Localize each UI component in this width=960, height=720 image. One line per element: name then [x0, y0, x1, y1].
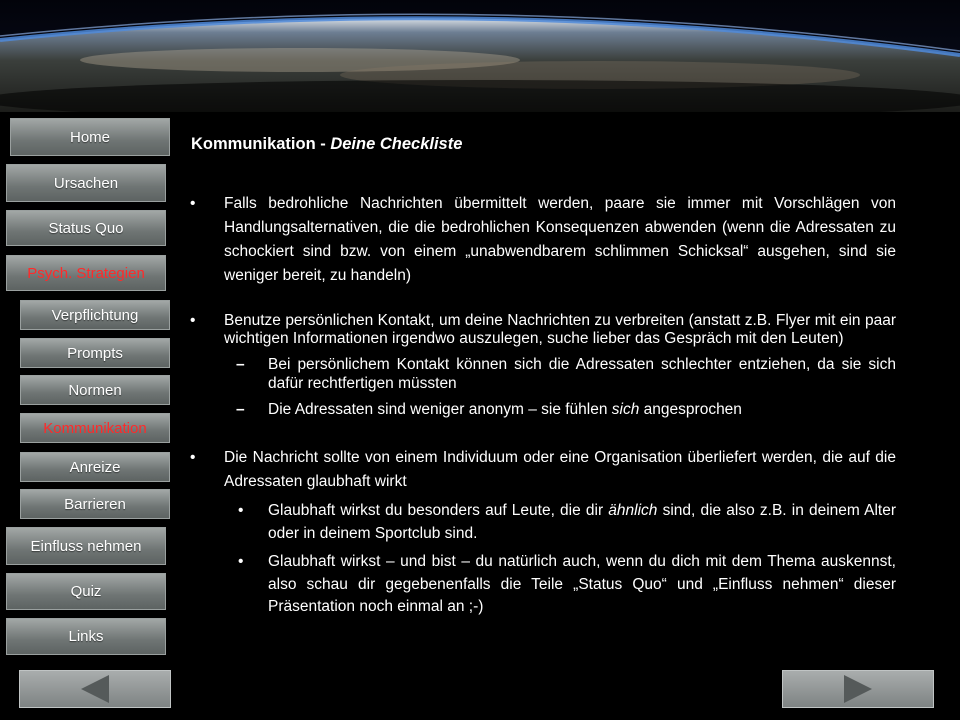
checklist-item: • Falls bedrohliche Nachrichten übermittelt werden, paare sie immer mit Vorschlägen von Handlungsalternativen, die die bedrohlichen Konsequenzen abwenden (wenn die Adressaten zu schockiert sind bzw. von einem „unabwendbarem schlimmen Schicksal“ ausgehen, sind sie weniger bereit, zu handeln) — [188, 192, 896, 288]
nav-psych-strategien-button[interactable]: Psych. Strategien — [6, 255, 166, 291]
nav-einfluss-nehmen-button[interactable]: Einfluss nehmen — [6, 527, 166, 565]
previous-slide-button[interactable] — [19, 670, 171, 708]
slide-title: Kommunikation - Deine Checkliste — [191, 135, 463, 153]
next-slide-button[interactable] — [782, 670, 934, 708]
triangle-left-icon — [75, 673, 115, 705]
nav-ursachen-button[interactable]: Ursachen — [6, 164, 166, 202]
nav-verpflichtung-button[interactable]: Verpflichtung — [20, 300, 170, 330]
checklist-subitem: – Bei persönlichem Kontakt können sich die Adressaten schlechter entziehen, da sie sich dafür rechtfertigen müssten — [188, 355, 896, 394]
nav-kommunikation-button[interactable]: Kommunikation — [20, 413, 170, 443]
nav-normen-button[interactable]: Normen — [20, 375, 170, 405]
checklist-subitem: – Die Adressaten sind weniger anonym – sie fühlen sich angesprochen — [188, 400, 896, 420]
nav-prompts-button[interactable]: Prompts — [20, 338, 170, 368]
checklist-item: • Benutze persönlichen Kontakt, um deine Nachrichten zu verbreiten (anstatt z.B. Flyer mit ein paar wichtigen Informationen irgendwo auszulegen, suche lieber das Gespräch mit den Leuten) — [188, 312, 896, 349]
nav-quiz-button[interactable]: Quiz — [6, 573, 166, 610]
checklist-subitem: • Glaubhaft wirkst – und bist – du natürlich auch, wenn du dich mit dem Thema auskennst, also schau dir gegebenenfalls die Teile „Status Quo“ und „Einfluss nehmen“ dieser Präsentation noch einmal an ;-) — [188, 551, 896, 618]
slide-content — [188, 134, 896, 619]
earth-horizon-banner — [0, 0, 960, 112]
checklist-subitem: • Glaubhaft wirkst du besonders auf Leute, die dir ähnlich sind, die also z.B. in deinem Alter oder in deinem Sportclub sind. — [188, 500, 896, 545]
nav-anreize-button[interactable]: Anreize — [20, 452, 170, 482]
nav-home-button[interactable]: Home — [10, 118, 170, 156]
checklist-item: • Die Nachricht sollte von einem Individuum oder eine Organisation überliefert werden, die auf die Adressaten glaubhaft wirkt — [188, 446, 896, 494]
nav-barrieren-button[interactable]: Barrieren — [20, 489, 170, 519]
triangle-right-icon — [838, 673, 878, 705]
nav-status-quo-button[interactable]: Status Quo — [6, 210, 166, 246]
nav-links-button[interactable]: Links — [6, 618, 166, 655]
